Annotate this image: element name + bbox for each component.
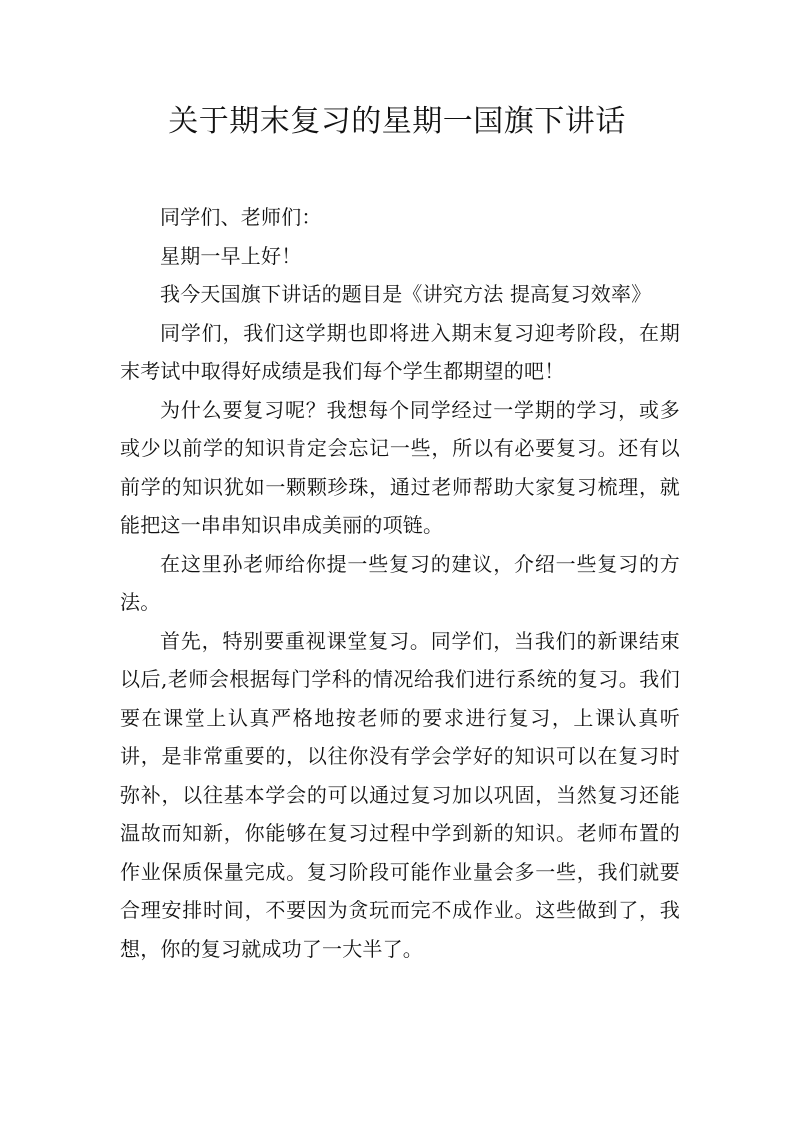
document-title: 关于期末复习的星期一国旗下讲话 — [168, 104, 626, 139]
document-body — [120, 198, 680, 968]
paragraph-suggestions: 在这里孙老师给你提一些复习的建议，介绍一些复习的方法。 — [120, 551, 680, 614]
paragraph-topic: 我今天国旗下讲话的题目是《讲究方法 提高复习效率》 — [160, 282, 652, 306]
paragraph-greeting: 同学们、老师们： — [160, 205, 322, 229]
paragraph-intro: 同学们，我们这学期也即将进入期末复习迎考阶段，在期末考试中取得好成绩是我们每个学生都期望的吧！ — [120, 320, 680, 383]
paragraph-why-review: 为什么要复习呢？我想每个同学经过一学期的学习，或多或少以前学的知识肯定会忘记一些，所以有必要复习。还有以前学的知识犹如一颗颗珍珠，通过老师帮助大家复习梳理，就能把这一串串知识串成美丽的项链。 — [120, 397, 680, 537]
paragraph-good-morning: 星期一早上好！ — [160, 243, 302, 268]
paragraph-classroom-review: 首先，特别要重视课堂复习。同学们，当我们的新课结束以后,老师会根据每门学科的情况给我们进行系统的复习。我们要在课堂上认真严格地按老师的要求进行复习，上课认真听讲，是非常重要的，以往你没有学会学好的知识可以在复习时弥补，以往基本学会的可以通过复习加以巩固，当然复习还能温故而知新，你能够在复习过程中学到新的知识。老师布置的作业保质保量完成。复习阶段可能作业量会多一些，我们就要合理安排时间，不要因为贪玩而完不成作业。这些做到了，我想，你的复习就成功了一大半了。 — [120, 628, 680, 961]
